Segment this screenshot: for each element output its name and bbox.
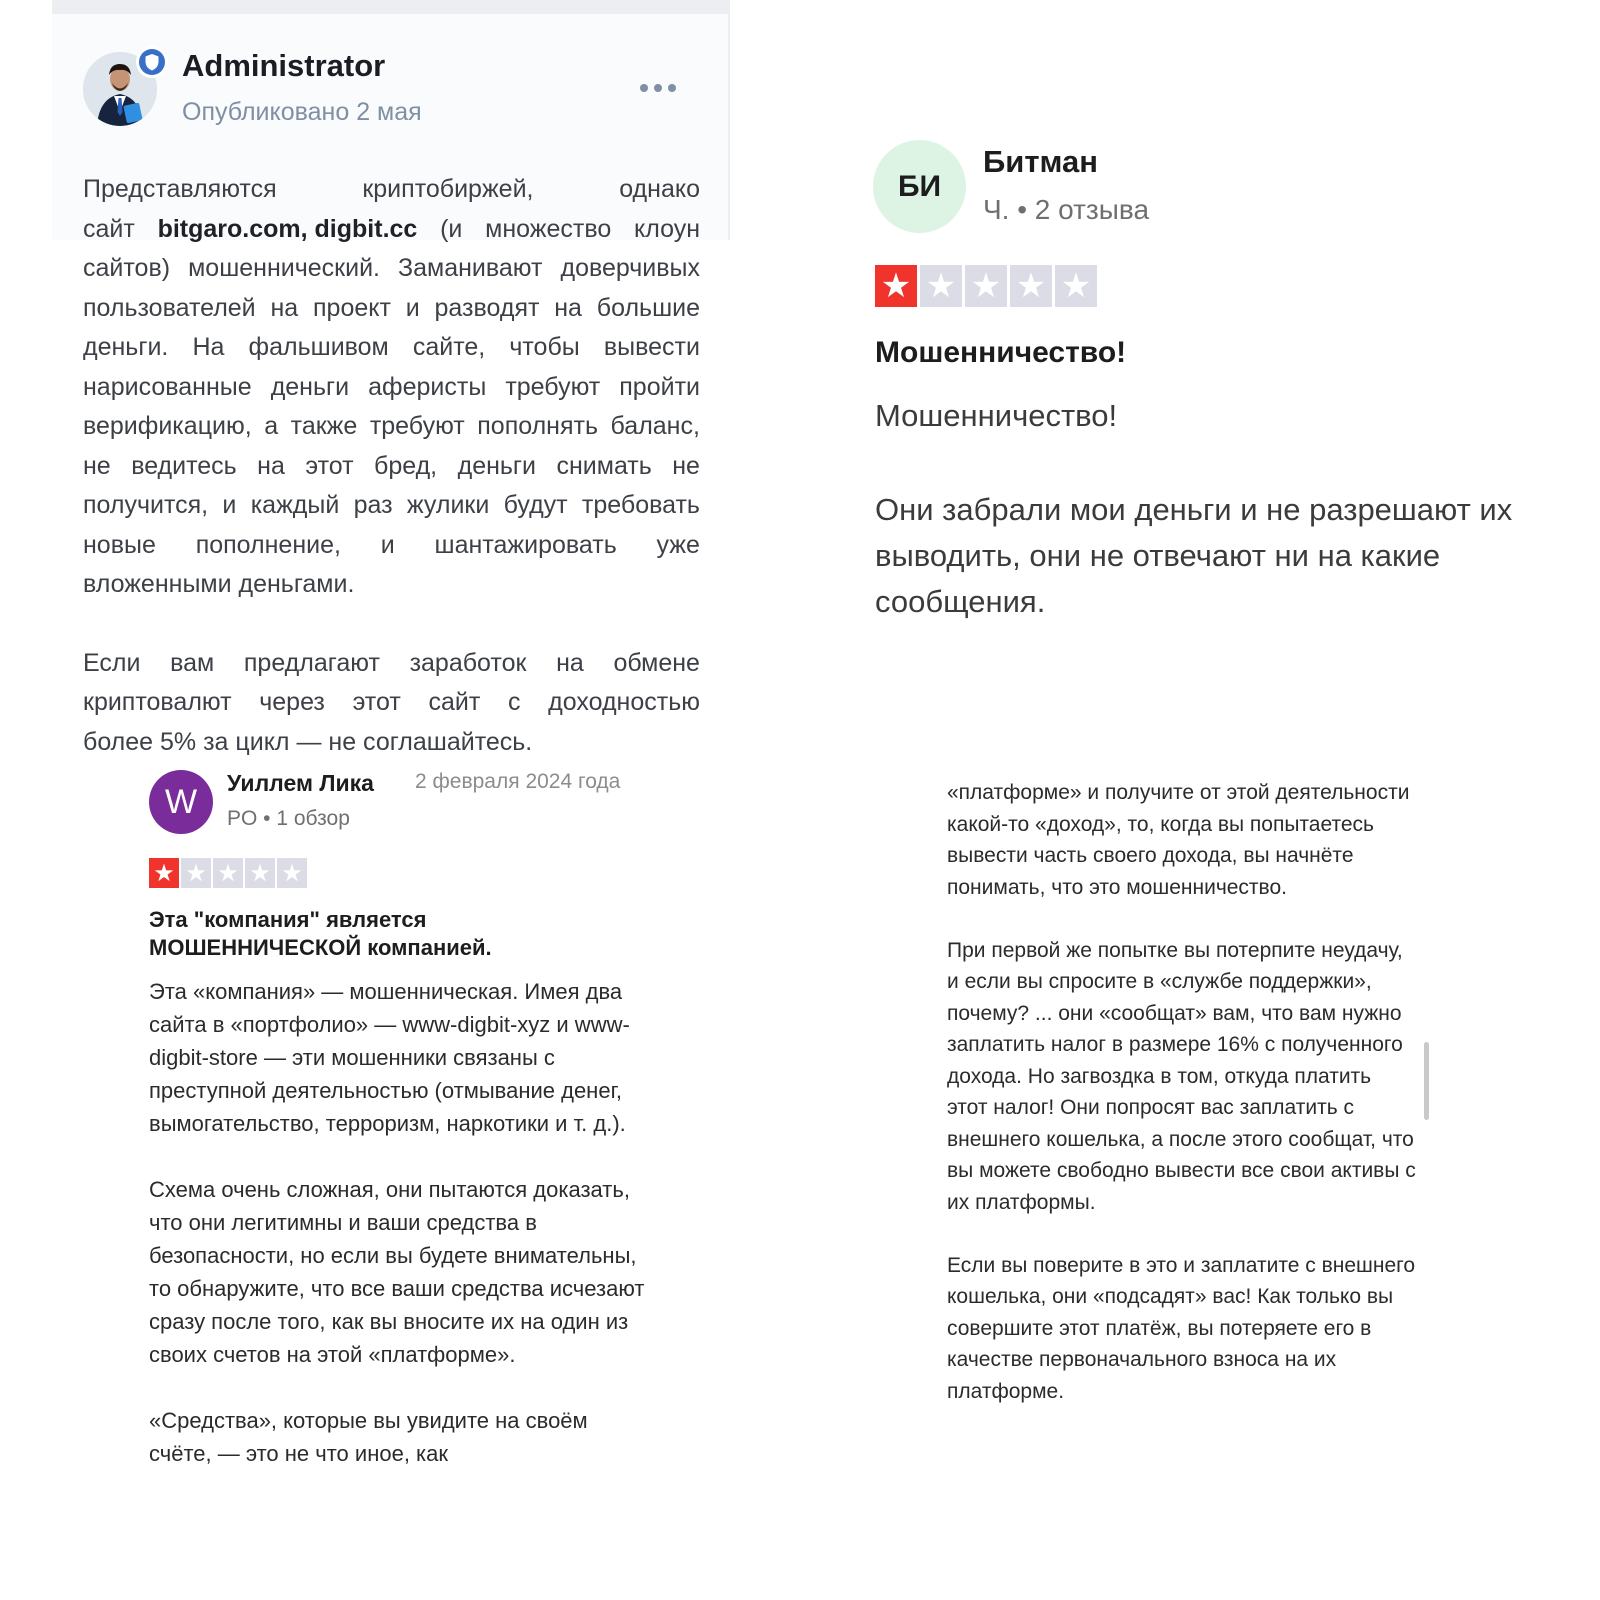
word: также xyxy=(290,412,358,440)
text-line xyxy=(83,210,700,250)
word: более 5% за цикл — не соглашайтесь. xyxy=(83,727,533,756)
star-icon: ★ xyxy=(965,265,1007,307)
star-icon: ★ xyxy=(181,858,211,888)
word: верификацию, xyxy=(83,412,252,440)
avatar[interactable]: W xyxy=(149,770,213,834)
word: на xyxy=(556,648,584,677)
reviewer-meta: PO • 1 обзор xyxy=(227,807,350,830)
word: множество xyxy=(485,214,612,243)
word: разводят xyxy=(434,293,540,322)
review-body xyxy=(149,975,649,1470)
review-paragraph: «Средства», которые вы увидите на своём счёте, — это не что иное, как xyxy=(149,1408,588,1466)
word: нарисованные xyxy=(83,372,252,401)
publish-date: Опубликовано 2 мая xyxy=(182,98,422,126)
word: этот xyxy=(305,451,354,480)
review-text: Мошенничество! xyxy=(875,398,1118,433)
word: сайт xyxy=(83,214,135,243)
review-body-continued xyxy=(947,777,1417,1407)
word: требуют xyxy=(369,412,465,440)
word: большие xyxy=(596,293,700,322)
review-text: Они забрали мои деньги и не разрешают их выводить, они не отвечают ни на какие сообщения. xyxy=(875,492,1513,619)
word: баланс, xyxy=(610,412,700,440)
word: новые xyxy=(83,530,156,559)
star-icon: ★ xyxy=(875,265,917,307)
word: требовать xyxy=(581,491,700,519)
reviewer-name[interactable]: Уиллем Лика xyxy=(227,770,374,796)
word: и xyxy=(222,491,237,519)
review-title: Мошенничество! xyxy=(875,336,1127,369)
word: Представляются xyxy=(83,175,277,203)
word: снимать xyxy=(556,451,652,480)
word: деньги xyxy=(270,372,350,401)
more-dots-icon[interactable] xyxy=(640,78,682,98)
text-line xyxy=(83,447,700,487)
star-icon: ★ xyxy=(245,858,275,888)
word: с xyxy=(507,688,521,716)
word: на xyxy=(270,293,299,322)
verified-badge xyxy=(136,46,168,78)
star-icon: ★ xyxy=(213,858,243,888)
word: требуют xyxy=(505,372,601,401)
word: проект xyxy=(313,293,391,322)
word: раз xyxy=(353,491,393,519)
word: сайт xyxy=(428,688,481,716)
word: вложенными деньгами. xyxy=(83,570,355,598)
word: жулики xyxy=(406,491,490,519)
word: и xyxy=(405,293,420,322)
word: не xyxy=(83,451,111,480)
word: на xyxy=(257,451,285,480)
review-title xyxy=(149,906,649,962)
text-line xyxy=(83,407,700,447)
review-card xyxy=(140,760,660,1600)
review-date: 2 февраля 2024 года xyxy=(415,770,621,793)
review-paragraph: Схема очень сложная, они пытаются доказать, что они легитимны и ваши средства в безопасности, но если вы будете внимательны, то обнаружите, что все ваши средства исчезают сразу после того, как вы вносите их на один из своих счетов на этой «платформе». xyxy=(149,1177,645,1367)
reviewer-name[interactable]: Битман xyxy=(983,144,1099,179)
rating-stars xyxy=(149,858,307,888)
word: и xyxy=(380,530,395,559)
word: мошеннический. xyxy=(188,254,380,282)
word: однако xyxy=(619,175,700,203)
star-icon: ★ xyxy=(277,858,307,888)
word: деньги xyxy=(457,451,537,480)
text-line xyxy=(83,289,700,329)
text-line xyxy=(83,328,700,368)
word: доходностью xyxy=(548,688,700,716)
word: пройти xyxy=(619,372,700,401)
reviewer-meta: Ч. • 2 отзыва xyxy=(983,194,1150,225)
word: бред, xyxy=(374,451,438,480)
review-paragraph: Если вы поверите в это и заплатите с внешнего кошелька, они «подсадят» вас! Как только вы совершите этот платёж, вы потеряете его в качестве первоначального взноса на их платформе. xyxy=(947,1253,1415,1403)
word: пополнение, xyxy=(195,530,341,559)
word: будут xyxy=(503,491,568,519)
word: заработок xyxy=(409,648,527,677)
review-paragraph: «платформе» и получите от этой деятельности какой-то «доход», то, когда вы попытаетесь вывести часть своего дохода, вы начнёте понимать, что это мошенничество. xyxy=(947,781,1410,899)
word: пользователей xyxy=(83,293,256,322)
word: криптовалют xyxy=(83,688,232,716)
text-line xyxy=(83,170,700,210)
text-line xyxy=(83,486,700,526)
author-name[interactable]: Administrator xyxy=(182,48,386,83)
word: пополнять xyxy=(477,412,599,440)
text-line xyxy=(83,249,700,289)
panel-top-bar xyxy=(52,0,730,14)
word: Если xyxy=(83,648,141,677)
word: сайтов) xyxy=(83,254,171,282)
word: шантажировать xyxy=(434,530,617,559)
text-line xyxy=(83,565,700,605)
word: вывести xyxy=(603,333,700,361)
star-icon: ★ xyxy=(920,265,962,307)
word: На xyxy=(192,333,225,361)
avatar[interactable]: БИ xyxy=(873,140,966,233)
word: каждый xyxy=(250,491,340,519)
scrollbar[interactable] xyxy=(1424,1042,1429,1120)
text-line xyxy=(83,723,700,763)
word: не xyxy=(672,451,700,480)
review-body xyxy=(875,393,1565,625)
word: (и xyxy=(440,214,463,243)
word: ведитесь xyxy=(131,451,237,480)
site-names: bitgaro.com, digbit.cc xyxy=(157,214,418,243)
text-line xyxy=(83,526,700,566)
word: доверчивых xyxy=(560,254,700,282)
rating-stars xyxy=(875,265,1097,307)
word: на xyxy=(554,293,582,322)
title-line: Эта "компания" является xyxy=(149,907,427,932)
panel-edge xyxy=(728,0,730,240)
text-line xyxy=(83,644,700,684)
word: Заманивают xyxy=(398,254,543,282)
word: а xyxy=(264,412,279,440)
word: уже xyxy=(656,530,700,559)
word: получится, xyxy=(83,491,209,519)
word: сайте, xyxy=(412,333,486,361)
word: вам xyxy=(170,648,215,677)
star-icon: ★ xyxy=(1055,265,1097,307)
review-paragraph: При первой же попытке вы потерпите неудачу, и если вы спросите в «службе поддержки», почему? ... они «сообщат» вам, что вам нужно заплатить налог в размере 16% с полученного дохода. Но загвоздка в том, откуда платить этот налог! Они попросят вас заплатить с внешнего кошелька, а после этого сообщат, что вы можете свободно вывести все свои активы с их платформы. xyxy=(947,938,1416,1214)
word: клоун xyxy=(633,214,700,243)
word: деньги. xyxy=(83,333,169,361)
star-icon: ★ xyxy=(149,858,179,888)
text-line xyxy=(83,368,700,408)
word: фальшивом xyxy=(248,333,389,361)
word: криптобиржей, xyxy=(362,175,534,203)
post-body xyxy=(83,170,700,762)
title-line: МОШЕННИЧЕСКОЙ компанией. xyxy=(149,935,492,960)
star-icon: ★ xyxy=(1010,265,1052,307)
review-paragraph: Эта «компания» — мошенническая. Имея два сайта в «портфолио» — www-digbit-xyz и www-digbit-store — эти мошенники связаны с преступной деятельностью (отмывание денег, вымогательство, терроризм, наркотики и т. д.). xyxy=(149,979,630,1136)
word: предлагают xyxy=(243,648,380,677)
word: этот xyxy=(352,688,401,716)
shield-icon xyxy=(137,47,167,77)
text-line xyxy=(83,683,700,723)
word: аферисты xyxy=(368,372,487,401)
word: обмене xyxy=(613,648,700,677)
word: чтобы xyxy=(509,333,580,361)
word: через xyxy=(259,688,325,716)
